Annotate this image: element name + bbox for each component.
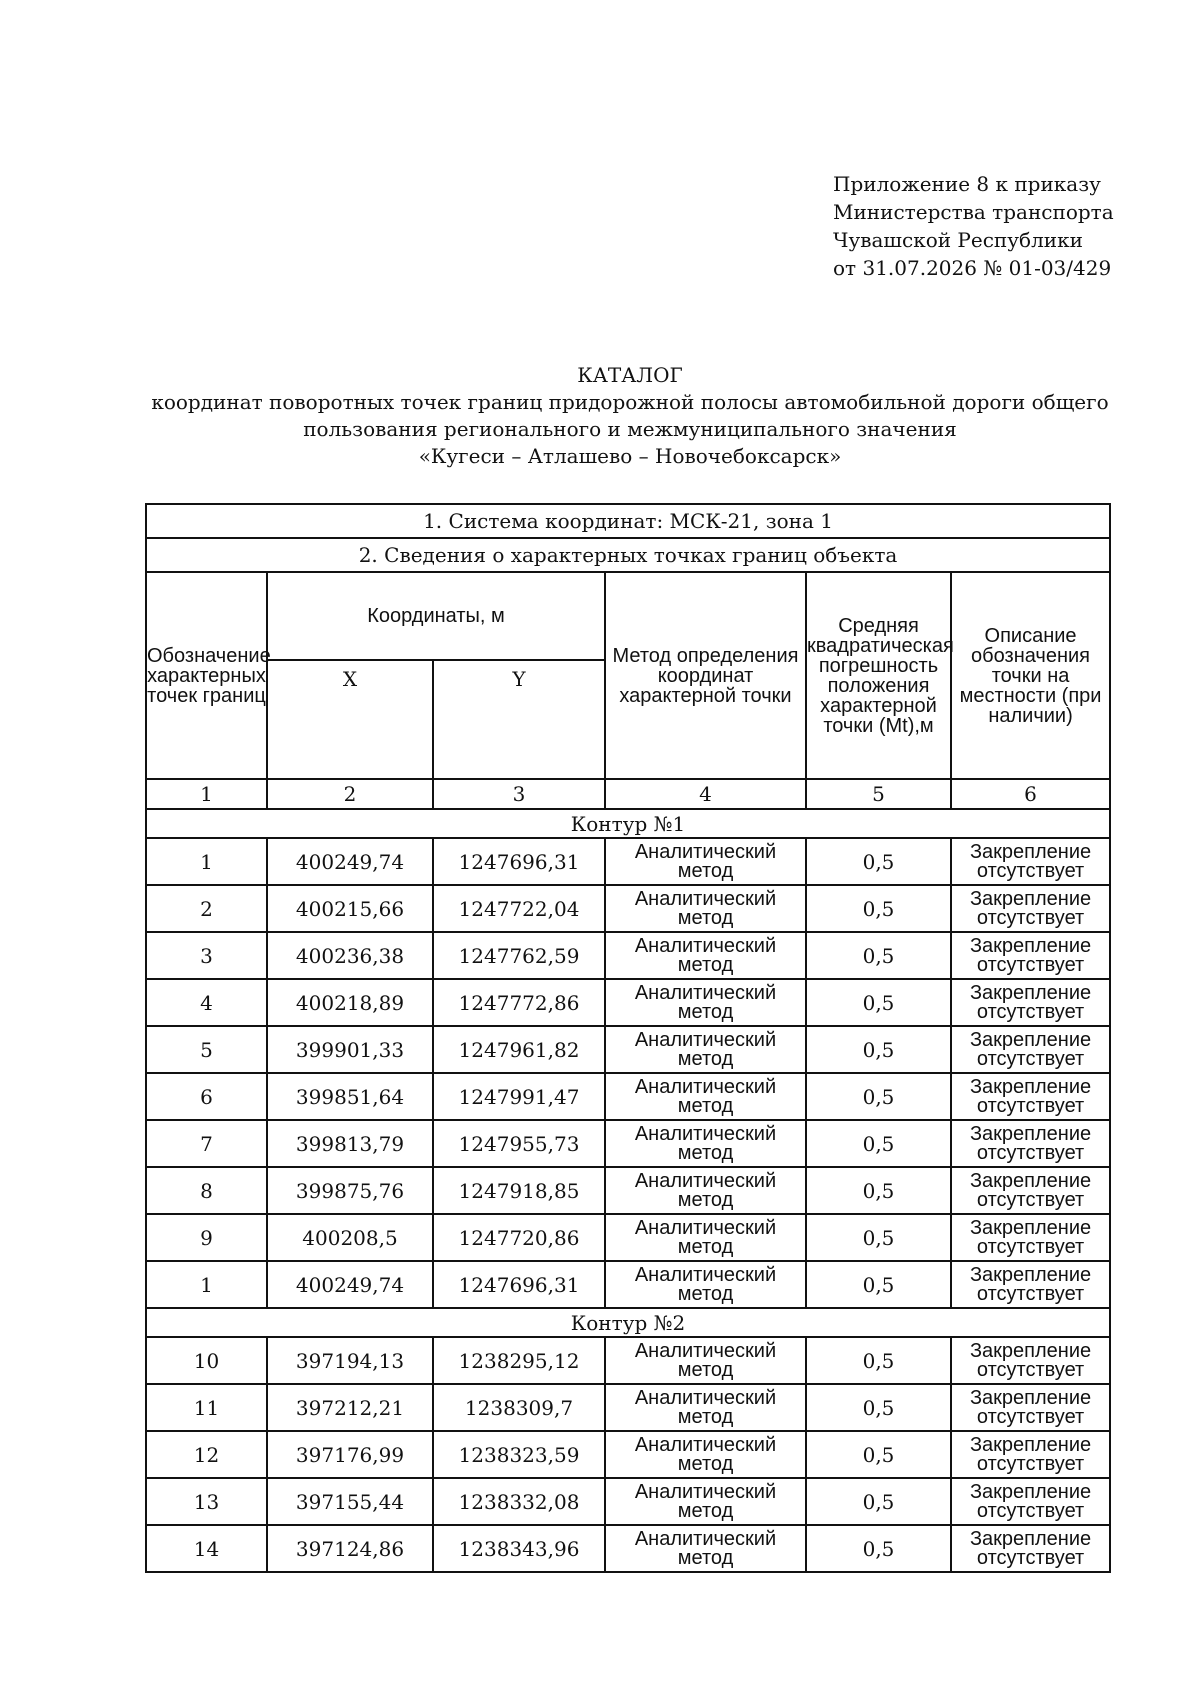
contour-title: Контур №1 xyxy=(146,809,1110,838)
point-cell: 2 xyxy=(146,885,267,932)
header-coordinates: Координаты, м xyxy=(267,572,605,660)
point-cell: 8 xyxy=(146,1167,267,1214)
error-cell: 0,5 xyxy=(806,979,951,1026)
point-cell: 11 xyxy=(146,1384,267,1431)
x-cell: 399875,76 xyxy=(267,1167,433,1214)
description-cell: Закрепление отсутствует xyxy=(951,1261,1110,1308)
table-row xyxy=(146,932,1110,979)
error-cell: 0,5 xyxy=(806,1167,951,1214)
table-row xyxy=(146,1073,1110,1120)
title-line: координат поворотных точек границ придорожной полосы автомобильной дороги общего xyxy=(151,390,1109,414)
error-cell: 0,5 xyxy=(806,1525,951,1572)
y-cell: 1238332,08 xyxy=(433,1478,605,1525)
column-number: 4 xyxy=(605,779,806,809)
document-title xyxy=(140,362,1120,470)
column-number: 5 xyxy=(806,779,951,809)
x-cell: 397194,13 xyxy=(267,1337,433,1384)
method-cell: Аналитический метод xyxy=(605,1337,806,1384)
point-cell: 4 xyxy=(146,979,267,1026)
table-row xyxy=(146,1120,1110,1167)
error-cell: 0,5 xyxy=(806,1120,951,1167)
appendix-line: от 31.07.2026 № 01-03/429 xyxy=(833,256,1112,280)
error-cell: 0,5 xyxy=(806,932,951,979)
y-cell: 1238309,7 xyxy=(433,1384,605,1431)
method-cell: Аналитический метод xyxy=(605,1431,806,1478)
method-cell: Аналитический метод xyxy=(605,979,806,1026)
error-cell: 0,5 xyxy=(806,1384,951,1431)
description-cell: Закрепление отсутствует xyxy=(951,1026,1110,1073)
x-cell: 400208,5 xyxy=(267,1214,433,1261)
y-cell: 1238295,12 xyxy=(433,1337,605,1384)
x-cell: 399901,33 xyxy=(267,1026,433,1073)
description-cell: Закрепление отсутствует xyxy=(951,979,1110,1026)
error-cell: 0,5 xyxy=(806,1026,951,1073)
table-row xyxy=(146,1214,1110,1261)
table-row xyxy=(146,1384,1110,1431)
x-cell: 399813,79 xyxy=(267,1120,433,1167)
table-row xyxy=(146,1525,1110,1572)
method-cell: Аналитический метод xyxy=(605,1214,806,1261)
method-cell: Аналитический метод xyxy=(605,1120,806,1167)
x-cell: 397155,44 xyxy=(267,1478,433,1525)
title-line: пользования регионального и межмуниципального значения xyxy=(303,417,957,441)
table-row xyxy=(146,1431,1110,1478)
column-number: 1 xyxy=(146,779,267,809)
table-row xyxy=(146,1167,1110,1214)
table-row xyxy=(146,979,1110,1026)
point-cell: 7 xyxy=(146,1120,267,1167)
point-cell: 14 xyxy=(146,1525,267,1572)
x-cell: 400215,66 xyxy=(267,885,433,932)
point-cell: 13 xyxy=(146,1478,267,1525)
description-cell: Закрепление отсутствует xyxy=(951,1478,1110,1525)
method-cell: Аналитический метод xyxy=(605,1167,806,1214)
point-cell: 3 xyxy=(146,932,267,979)
y-cell: 1247991,47 xyxy=(433,1073,605,1120)
description-cell: Закрепление отсутствует xyxy=(951,1167,1110,1214)
appendix-line: Министерства транспорта xyxy=(833,200,1114,224)
method-cell: Аналитический метод xyxy=(605,838,806,885)
table-row xyxy=(146,1026,1110,1073)
description-cell: Закрепление отсутствует xyxy=(951,885,1110,932)
error-cell: 0,5 xyxy=(806,885,951,932)
title-heading: КАТАЛОГ xyxy=(577,363,683,387)
description-cell: Закрепление отсутствует xyxy=(951,838,1110,885)
x-cell: 400249,74 xyxy=(267,1261,433,1308)
description-cell: Закрепление отсутствует xyxy=(951,1073,1110,1120)
point-cell: 10 xyxy=(146,1337,267,1384)
x-cell: 400236,38 xyxy=(267,932,433,979)
error-cell: 0,5 xyxy=(806,1478,951,1525)
x-cell: 397176,99 xyxy=(267,1431,433,1478)
title-line: «Кугеси – Атлашево – Новочебоксарск» xyxy=(418,444,842,468)
y-cell: 1247696,31 xyxy=(433,1261,605,1308)
column-number: 6 xyxy=(951,779,1110,809)
column-number: 2 xyxy=(267,779,433,809)
y-cell: 1238323,59 xyxy=(433,1431,605,1478)
contour-title: Контур №2 xyxy=(146,1308,1110,1337)
y-cell: 1247696,31 xyxy=(433,838,605,885)
y-cell: 1247722,04 xyxy=(433,885,605,932)
x-cell: 397124,86 xyxy=(267,1525,433,1572)
point-cell: 5 xyxy=(146,1026,267,1073)
error-cell: 0,5 xyxy=(806,1261,951,1308)
y-cell: 1247961,82 xyxy=(433,1026,605,1073)
column-number: 3 xyxy=(433,779,605,809)
description-cell: Закрепление отсутствует xyxy=(951,1120,1110,1167)
method-cell: Аналитический метод xyxy=(605,885,806,932)
point-cell: 12 xyxy=(146,1431,267,1478)
method-cell: Аналитический метод xyxy=(605,1261,806,1308)
x-cell: 397212,21 xyxy=(267,1384,433,1431)
y-cell: 1247918,85 xyxy=(433,1167,605,1214)
contour-header-row xyxy=(146,809,1110,838)
method-cell: Аналитический метод xyxy=(605,932,806,979)
table-row xyxy=(146,1337,1110,1384)
x-cell: 400218,89 xyxy=(267,979,433,1026)
description-cell: Закрепление отсутствует xyxy=(951,1214,1110,1261)
point-cell: 9 xyxy=(146,1214,267,1261)
object-info-row: 2. Сведения о характерных точках границ объекта xyxy=(146,538,1110,572)
error-cell: 0,5 xyxy=(806,1073,951,1120)
header-point: Обозначение характерных точек границ xyxy=(146,572,267,779)
y-cell: 1247955,73 xyxy=(433,1120,605,1167)
description-cell: Закрепление отсутствует xyxy=(951,1337,1110,1384)
error-cell: 0,5 xyxy=(806,1431,951,1478)
table-row xyxy=(146,885,1110,932)
x-cell: 399851,64 xyxy=(267,1073,433,1120)
x-cell: 400249,74 xyxy=(267,838,433,885)
header-x: X xyxy=(267,660,433,779)
appendix-line: Приложение 8 к приказу xyxy=(833,172,1101,196)
header-method: Метод определения координат характерной точки xyxy=(605,572,806,779)
header-y: Y xyxy=(433,660,605,779)
header-error: Средняя квадратическая погрешность положения характерной точки (Mt),м xyxy=(806,572,951,779)
y-cell: 1247772,86 xyxy=(433,979,605,1026)
description-cell: Закрепление отсутствует xyxy=(951,1384,1110,1431)
contour-header-row xyxy=(146,1308,1110,1337)
method-cell: Аналитический метод xyxy=(605,1478,806,1525)
method-cell: Аналитический метод xyxy=(605,1384,806,1431)
table-row xyxy=(146,838,1110,885)
y-cell: 1247762,59 xyxy=(433,932,605,979)
table-row xyxy=(146,1478,1110,1525)
table-row xyxy=(146,1261,1110,1308)
y-cell: 1238343,96 xyxy=(433,1525,605,1572)
coordinate-system-row: 1. Система координат: МСК-21, зона 1 xyxy=(146,504,1110,538)
header-description: Описание обозначения точки на местности (при наличии) xyxy=(951,572,1110,779)
point-cell: 1 xyxy=(146,1261,267,1308)
description-cell: Закрепление отсутствует xyxy=(951,1431,1110,1478)
appendix-reference xyxy=(833,170,1114,282)
method-cell: Аналитический метод xyxy=(605,1026,806,1073)
error-cell: 0,5 xyxy=(806,1337,951,1384)
point-cell: 1 xyxy=(146,838,267,885)
appendix-line: Чувашской Республики xyxy=(833,228,1083,252)
description-cell: Закрепление отсутствует xyxy=(951,1525,1110,1572)
error-cell: 0,5 xyxy=(806,1214,951,1261)
coordinates-table xyxy=(145,503,1111,1573)
point-cell: 6 xyxy=(146,1073,267,1120)
y-cell: 1247720,86 xyxy=(433,1214,605,1261)
error-cell: 0,5 xyxy=(806,838,951,885)
method-cell: Аналитический метод xyxy=(605,1073,806,1120)
description-cell: Закрепление отсутствует xyxy=(951,932,1110,979)
method-cell: Аналитический метод xyxy=(605,1525,806,1572)
